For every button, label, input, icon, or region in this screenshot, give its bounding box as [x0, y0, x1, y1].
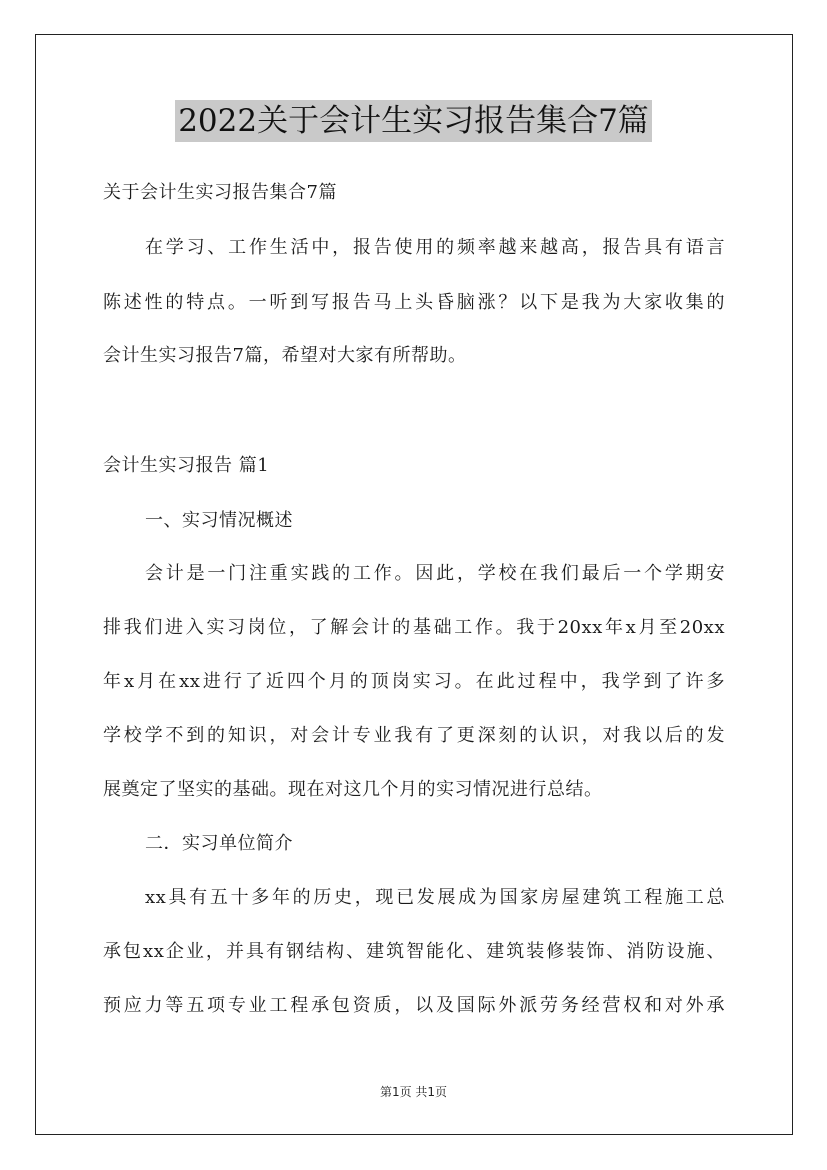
part1-line-1: 会计是一门注重实践的工作。因此，学校在我们最后一个学期安	[145, 563, 725, 584]
page-number-footer: 第1页 共1页	[379, 1085, 448, 1099]
part2-line-3: 预应力等五项专业工程承包资质，以及国际外派劳务经营权和对外承	[103, 995, 725, 1016]
intro-line-2: 陈述性的特点。一听到写报告马上头昏脑涨？以下是我为大家收集的	[103, 292, 725, 313]
title-container	[0, 100, 827, 142]
document-title: 2022关于会计生实习报告集合7篇	[175, 100, 652, 142]
document-subtitle: 关于会计生实习报告集合7篇	[103, 182, 337, 203]
part2-line-1: xx具有五十多年的历史，现已发展成为国家房屋建筑工程施工总	[145, 887, 725, 908]
part2-heading: 二．实习单位简介	[145, 833, 293, 854]
intro-line-1: 在学习、工作生活中，报告使用的频率越来越高，报告具有语言	[145, 237, 725, 258]
part1-line-2: 排我们进入实习岗位，了解会计的基础工作。我于20xx年x月至20xx	[103, 617, 725, 638]
section-heading: 会计生实习报告 篇1	[103, 455, 270, 476]
part1-line-3: 年x月在xx进行了近四个月的顶岗实习。在此过程中，我学到了许多	[103, 671, 725, 692]
part2-line-2: 承包xx企业，并具有钢结构、建筑智能化、建筑装修装饰、消防设施、	[103, 941, 725, 962]
part1-heading: 一、实习情况概述	[145, 510, 293, 531]
part1-line-5: 展奠定了坚实的基础。现在对这几个月的实习情况进行总结。	[103, 779, 603, 800]
part1-line-4: 学校学不到的知识，对会计专业我有了更深刻的认识，对我以后的发	[103, 725, 725, 746]
intro-line-3: 会计生实习报告7篇，希望对大家有所帮助。	[103, 345, 467, 366]
